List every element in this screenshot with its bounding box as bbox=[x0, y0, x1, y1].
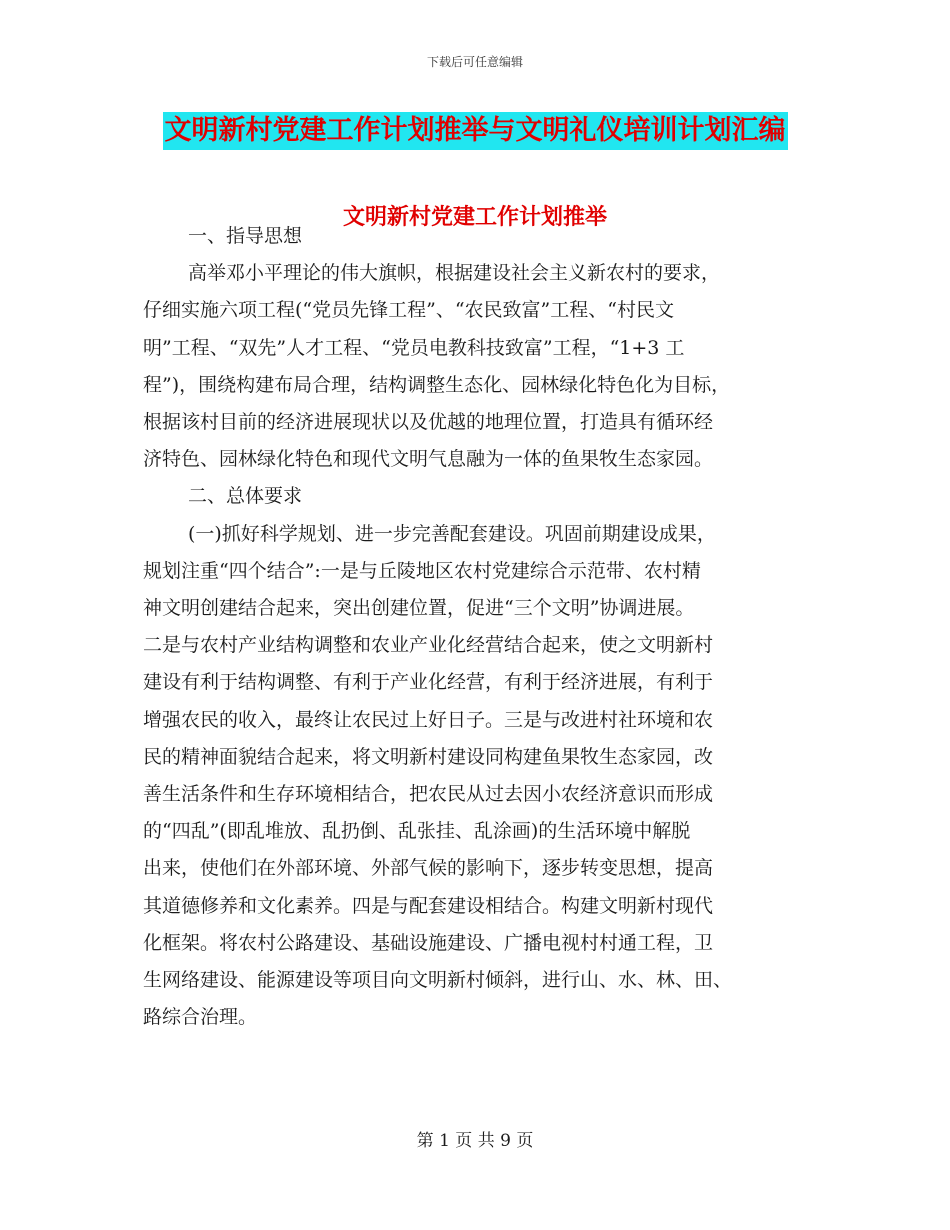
header-note: 下载后可任意编辑 bbox=[426, 55, 523, 69]
paragraph-line: 出来，使他们在外部环境、外部气候的影响下，逐步转变思想，提高 bbox=[143, 857, 714, 880]
paragraph-line: 增强农民的收入，最终让农民过上好日子。三是与改进村社环境和农 bbox=[143, 708, 714, 731]
paragraph-line: 程”)，围绕构建布局合理，结构调整生态化、园林绿化特色化为目标， bbox=[143, 373, 731, 396]
paragraph-line: 高举邓小平理论的伟大旗帜，根据建设社会主义新农村的要求， bbox=[188, 262, 721, 285]
heading-guiding-thought: 一、指导思想 bbox=[188, 225, 303, 247]
paragraph-line: 仔细实施六项工程(“党员先锋工程”、“农民致富”工程、“村民文 bbox=[143, 299, 674, 322]
paragraph-line: 明”工程、“双先”人才工程、“党员电教科技致富”工程，“1+3 工 bbox=[143, 336, 685, 359]
paragraph-line: 其道德修养和文化素养。四是与配套建设相结合。构建文明新村现代 bbox=[143, 894, 714, 917]
paragraph-line: 根据该村目前的经济进展现状以及优越的地理位置，打造具有循环经 bbox=[143, 411, 714, 434]
page-number: 第 1 页 共 9 页 bbox=[416, 1131, 534, 1151]
paragraph-line: (一)抓好科学规划、进一步完善配套建设。巩固前期建设成果， bbox=[188, 522, 716, 545]
paragraph-line: 建设有利于结构调整、有利于产业化经营，有利于经济进展，有利于 bbox=[143, 671, 714, 694]
paragraph-line: 二是与农村产业结构调整和农业产业化经营结合起来，使之文明新村 bbox=[143, 634, 714, 657]
document-body bbox=[143, 218, 803, 1036]
paragraph-line: 济特色、园林绿化特色和现代文明气息融为一体的鱼果牧生态家园。 bbox=[143, 448, 714, 471]
section-title: 文明新村党建工作计划推举 bbox=[342, 205, 607, 230]
document-title-container bbox=[0, 112, 950, 150]
paragraph-line: 善生活条件和生存环境相结合，把农民从过去因小农经济意识而形成 bbox=[143, 783, 714, 806]
paragraph-line: 生网络建设、能源建设等项目向文明新村倾斜，进行山、水、林、田、 bbox=[143, 969, 733, 992]
paragraph-line: 的“四乱”(即乱堆放、乱扔倒、乱张挂、乱涂画)的生活环境中解脱 bbox=[143, 820, 691, 843]
paragraph-line: 规划注重“四个结合”:一是与丘陵地区农村党建综合示范带、农村精 bbox=[143, 559, 701, 582]
paragraph-line: 民的精神面貌结合起来，将文明新村建设同构建鱼果牧生态家园，改 bbox=[143, 745, 714, 768]
paragraph-line: 化框架。将农村公路建设、基础设施建设、广播电视村村通工程，卫 bbox=[143, 931, 714, 954]
document-title: 文明新村党建工作计划推举与文明礼仪培训计划汇编 bbox=[163, 112, 788, 150]
paragraph-line: 路综合治理。 bbox=[143, 1006, 258, 1029]
paragraph-line: 神文明创建结合起来，突出创建位置，促进“三个文明”协调进展。 bbox=[143, 597, 695, 620]
heading-overall-requirements: 二、总体要求 bbox=[188, 485, 303, 508]
